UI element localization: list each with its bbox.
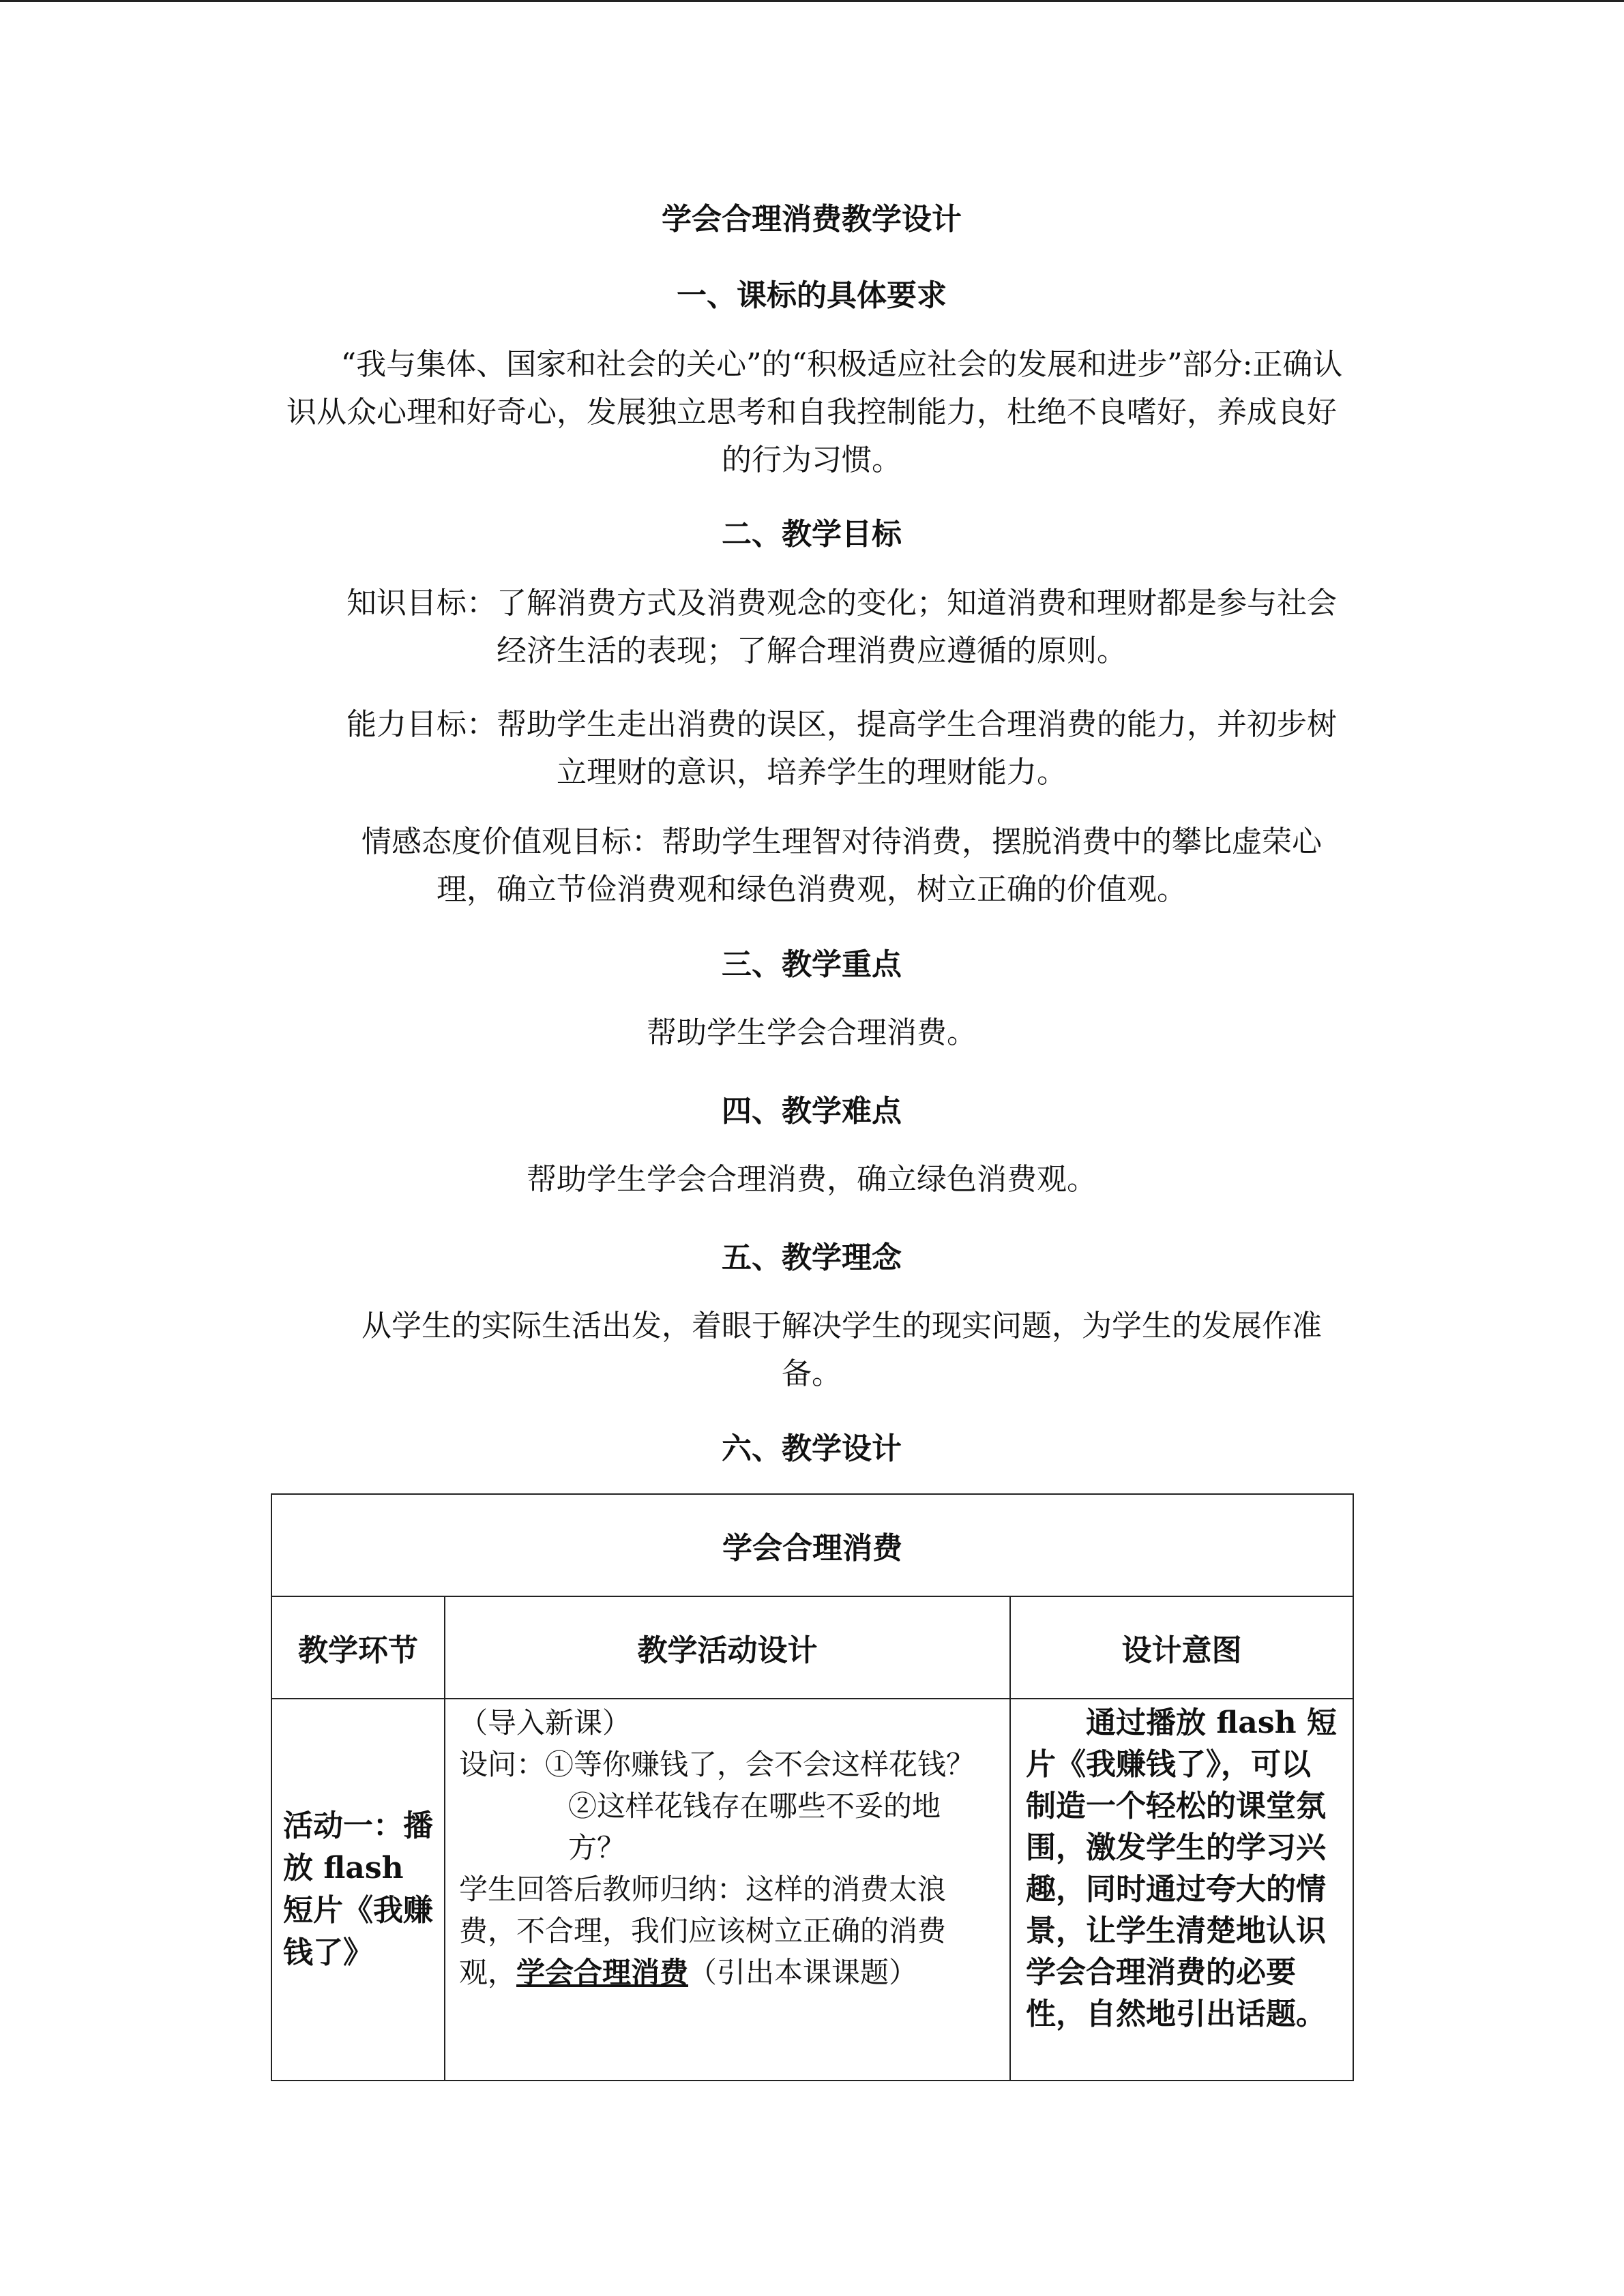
document-title: 学会合理消费教学设计 (662, 202, 962, 237)
activity-line-question-2: ②这样花钱存在哪些不妥的地方？ (568, 1789, 941, 1864)
header-stage: 教学环节 (271, 1596, 445, 1699)
summary-text: 学生回答后教师归纳：这样的消费太浪费，不合理，我们应该树立正确的消费观， (459, 1873, 947, 1989)
activity-line-intro: （导入新课） (459, 1706, 632, 1740)
section-5-body: 从学生的实际生活出发，着眼于解决学生的现实问题，为学生的发展作准备。 (361, 1309, 1322, 1391)
section-5-heading: 五、教学理念 (722, 1240, 902, 1275)
intent-text: 通过播放 flash 短片《我赚钱了》，可以制造一个轻松的课堂氛围，激发学生的学习兴趣，同时通过夸大的情景，让学生清楚地认识学会合理消费的必要性，自然地引出话题。 (1026, 1705, 1337, 2031)
header-intent: 设计意图 (1010, 1596, 1353, 1699)
summary-tail: （引出本课课题） (688, 1956, 918, 1989)
section-1-body: “我与集体、国家和社会的关心”的“积极适应社会的发展和进步”部分:正确认识从众心理和好奇心，发展独立思考和自我控制能力，杜绝不良嗜好，养成良好的行为习惯。 (286, 347, 1343, 477)
section-4-body: 帮助学生学会合理消费，确立绿色消费观。 (527, 1162, 1097, 1197)
underlined-topic: 学会合理消费 (516, 1956, 689, 1989)
teaching-design-table (271, 1493, 1354, 2081)
stage-cell: 活动一：播放 flash 短片《我赚钱了》 (271, 1699, 445, 2081)
table-row (271, 1699, 1353, 2081)
intent-cell (1010, 1699, 1353, 2081)
section-3-body: 帮助学生学会合理消费。 (647, 1015, 977, 1050)
knowledge-goal: 知识目标：了解消费方式及消费观念的变化；知道消费和理财都是参与社会经济生活的表现；了解合理消费应遵循的原则。 (346, 586, 1337, 668)
section-4-heading: 四、教学难点 (722, 1094, 902, 1129)
section-3-heading: 三、教学重点 (722, 947, 902, 982)
ability-goal: 能力目标：帮助学生走出消费的误区，提高学生合理消费的能力，并初步树立理财的意识，培养学生的理财能力。 (346, 707, 1337, 790)
top-border-line (0, 0, 1624, 2)
emotion-goal: 情感态度价值观目标：帮助学生理智对待消费，摆脱消费中的攀比虚荣心理，确立节俭消费观和绿色消费观，树立正确的价值观。 (361, 824, 1322, 907)
section-6-heading: 六、教学设计 (722, 1431, 902, 1466)
table-header-row (271, 1596, 1353, 1699)
table-caption-row (271, 1494, 1353, 1596)
activity-line-question-1: 设问：①等你赚钱了，会不会这样花钱？ (459, 1748, 975, 1781)
header-activity: 教学活动设计 (445, 1596, 1010, 1699)
activity-cell (445, 1699, 1010, 2081)
activity-line-summary (459, 1868, 996, 1993)
section-2-heading: 二、教学目标 (722, 517, 902, 552)
section-1-heading: 一、课标的具体要求 (677, 278, 947, 313)
table-caption: 学会合理消费 (271, 1494, 1353, 1596)
